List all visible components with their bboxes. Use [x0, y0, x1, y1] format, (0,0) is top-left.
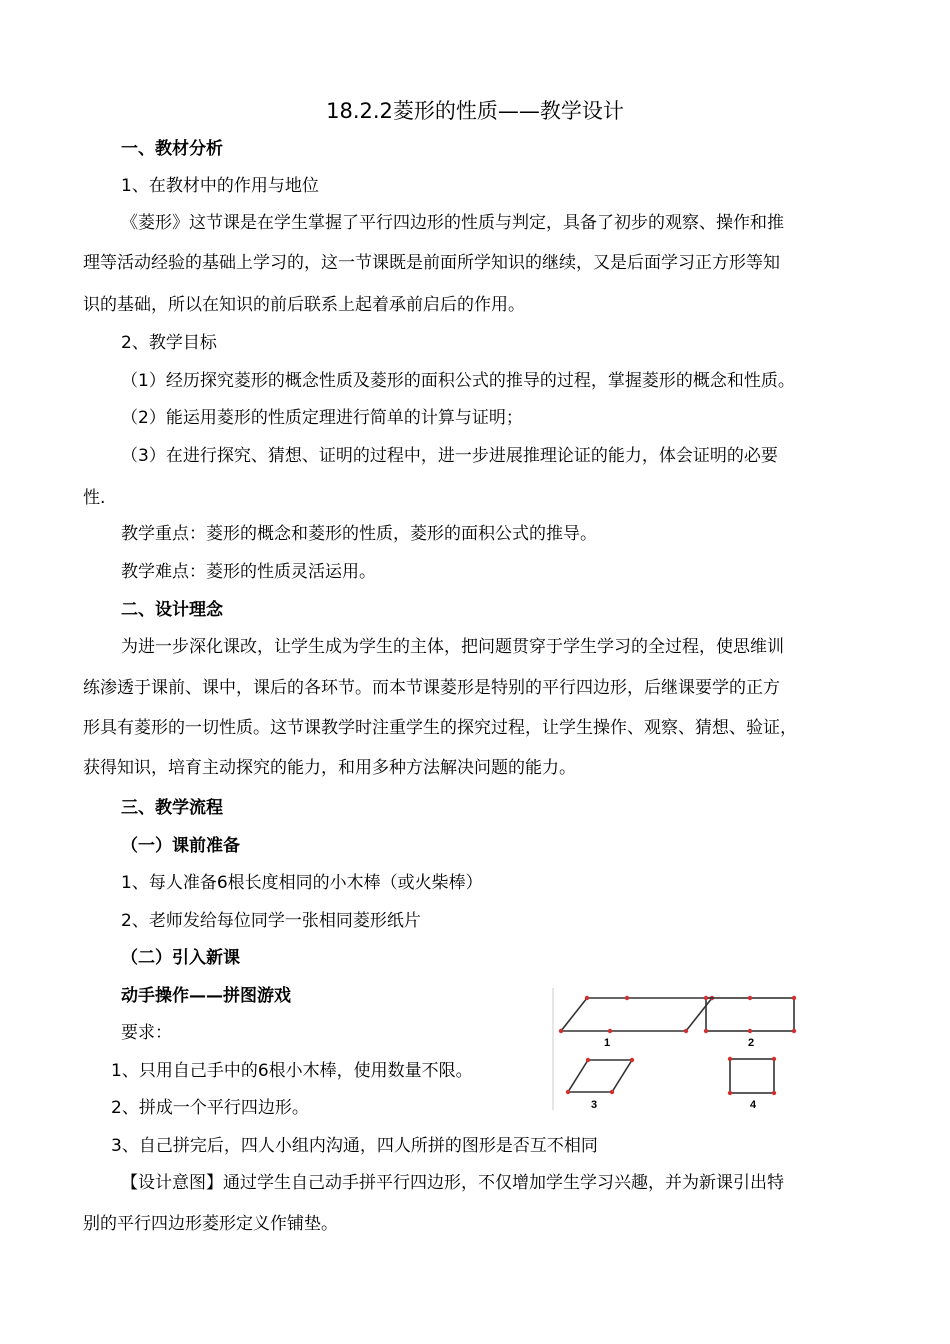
requirement-label: 要求： [121, 1023, 172, 1043]
paragraph-line: 《菱形》这节课是在学生掌握了平行四边形的性质与判定，具备了初步的观察、操作和推 [121, 213, 784, 233]
paragraph-line: 为进一步深化课改，让学生成为学生的主体，把问题贯穿于学生学习的全过程，使思维训 [121, 637, 784, 657]
part-heading-introduction: （二）引入新课 [121, 948, 240, 968]
section-heading-analysis: 一、教材分析 [121, 139, 223, 159]
shape-label: 2 [748, 1037, 755, 1049]
goal-item: （3）在进行探究、猜想、证明的过程中，进一步进展推理论证的能力，体会证明的必要 [121, 446, 778, 466]
page-title: 18.2.2菱形的性质——教学设计 [326, 99, 624, 123]
paragraph-line: 获得知识，培育主动探究的能力，和用多种方法解决问题的能力。 [83, 758, 576, 778]
subheading-goals: 2、教学目标 [121, 333, 217, 353]
requirement-item: 1、只用自己手中的6根小木棒，使用数量不限。 [111, 1061, 473, 1081]
shape-label: 4 [750, 1099, 757, 1110]
shape-label: 3 [591, 1099, 598, 1110]
paragraph-line: 练渗透于课前、课中，课后的各环节。而本节课菱形是特别的平行四边形，后继课要学的正方 [83, 678, 780, 698]
shape-4-square [728, 1057, 776, 1095]
parallelogram-figure [552, 988, 807, 1110]
list-item: 2、老师发给每位同学一张相同菱形纸片 [121, 911, 421, 931]
requirement-item: 2、拼成一个平行四边形。 [111, 1098, 309, 1118]
difficult-point: 教学难点：菱形的性质灵活运用。 [121, 562, 376, 582]
goal-item: （1）经历探究菱形的概念性质及菱形的面积公式的推导的过程，掌握菱形的概念和性质。 [121, 371, 795, 391]
list-item: 1、每人准备6根长度相同的小木棒（或火柴棒） [121, 873, 483, 893]
subheading-role: 1、在教材中的作用与地位 [121, 176, 319, 196]
shape-1-parallelogram [559, 996, 714, 1033]
key-point: 教学重点：菱形的概念和菱形的性质，菱形的面积公式的推导。 [121, 524, 597, 544]
design-intent-continued: 别的平行四边形菱形定义作铺垫。 [83, 1214, 338, 1234]
section-heading-concept: 二、设计理念 [121, 600, 223, 620]
shape-2-rectangle [704, 996, 796, 1033]
paragraph-line: 识的基础，所以在知识的前后联系上起着承前启后的作用。 [83, 295, 525, 315]
paragraph-line: 形具有菱形的一切性质。这节课教学时注重学生的探究过程，让学生操作、观察、猜想、验证， [83, 718, 797, 738]
goal-item-continued: 性. [83, 488, 106, 508]
section-heading-process: 三、教学流程 [121, 798, 223, 818]
part-heading-preparation: （一）课前准备 [121, 836, 240, 856]
shape-label: 1 [604, 1037, 611, 1049]
requirement-item: 3、自己拼完后，四人小组内沟通，四人所拼的图形是否互不相同 [111, 1136, 598, 1156]
activity-title: 动手操作——拼图游戏 [121, 986, 291, 1006]
shape-3-rhombus [566, 1058, 634, 1094]
goal-item: （2）能运用菱形的性质定理进行简单的计算与证明； [121, 408, 523, 428]
paragraph-line: 理等活动经验的基础上学习的，这一节课既是前面所学知识的继续，又是后面学习正方形等知 [83, 253, 780, 273]
design-intent: 【设计意图】通过学生自己动手拼平行四边形，不仅增加学生学习兴趣，并为新课引出特 [121, 1173, 784, 1193]
